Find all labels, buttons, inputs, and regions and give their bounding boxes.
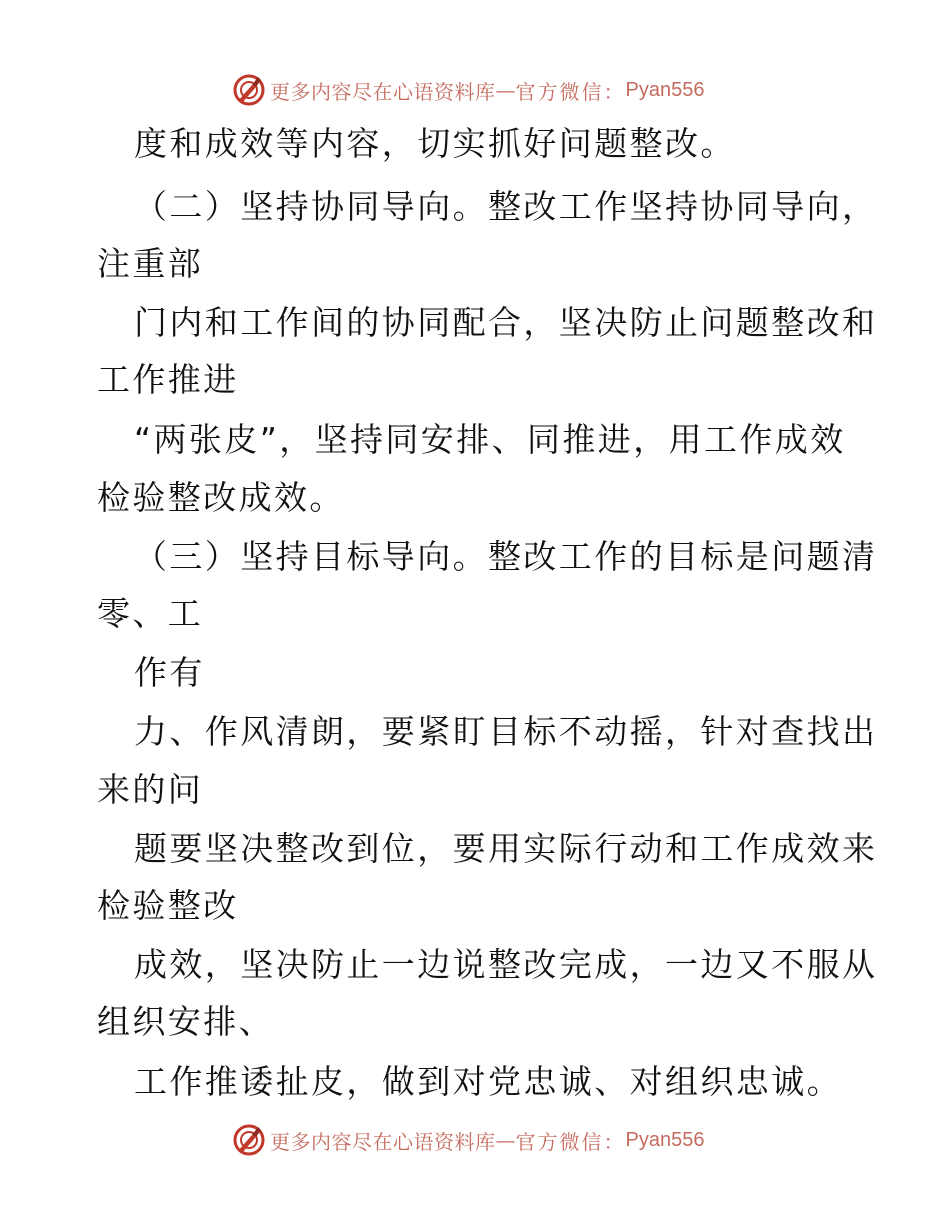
watermark-wechat-id: Pyan556 bbox=[625, 1128, 705, 1151]
text-line: 检验整改成效。 bbox=[97, 478, 345, 517]
text-line: 题要坚决整改到位，要用实际行动和工作成效来 bbox=[134, 829, 878, 868]
text-line: 度和成效等内容，切实抓好问题整改。 bbox=[134, 124, 736, 163]
text-line: （三）坚持目标导向。整改工作的目标是问题清 bbox=[134, 537, 878, 576]
text-line: （二）坚持协同导向。整改工作坚持协同导向， bbox=[134, 187, 878, 226]
watermark-site-text: 更多内容尽在心语资料库 bbox=[270, 1129, 496, 1154]
watermark-official-label: 官方微信： bbox=[515, 79, 626, 104]
text-line: 检验整改 bbox=[97, 886, 239, 925]
pen-logo-icon bbox=[232, 73, 266, 107]
header-watermark bbox=[232, 72, 704, 108]
watermark-separator: — bbox=[495, 78, 516, 102]
text-line: “两张皮”，坚持同安排、同推进，用工作成效 bbox=[134, 420, 846, 459]
text-line: 成效，坚决防止一边说整改完成，一边又不服从 bbox=[134, 945, 878, 984]
pen-logo-icon bbox=[232, 1123, 266, 1157]
text-line: 注重部 bbox=[97, 244, 204, 283]
text-line: 工作推进 bbox=[97, 360, 239, 399]
watermark-official-label: 官方微信： bbox=[515, 1129, 626, 1154]
text-line: 作有 bbox=[134, 653, 205, 692]
text-line: 零、工 bbox=[97, 594, 204, 633]
watermark-separator: — bbox=[495, 1128, 516, 1152]
watermark-site-text: 更多内容尽在心语资料库 bbox=[270, 79, 496, 104]
watermark-wechat-id: Pyan556 bbox=[625, 78, 705, 101]
text-line: 来的问 bbox=[97, 770, 204, 809]
text-line: 门内和工作间的协同配合，坚决防止问题整改和 bbox=[134, 303, 878, 342]
text-line: 工作推诿扯皮，做到对党忠诚、对组织忠诚。 bbox=[134, 1062, 842, 1101]
text-line: 力、作风清朗，要紧盯目标不动摇，针对查找出 bbox=[134, 712, 878, 751]
footer-watermark bbox=[232, 1122, 704, 1158]
text-line: 组织安排、 bbox=[97, 1002, 274, 1041]
